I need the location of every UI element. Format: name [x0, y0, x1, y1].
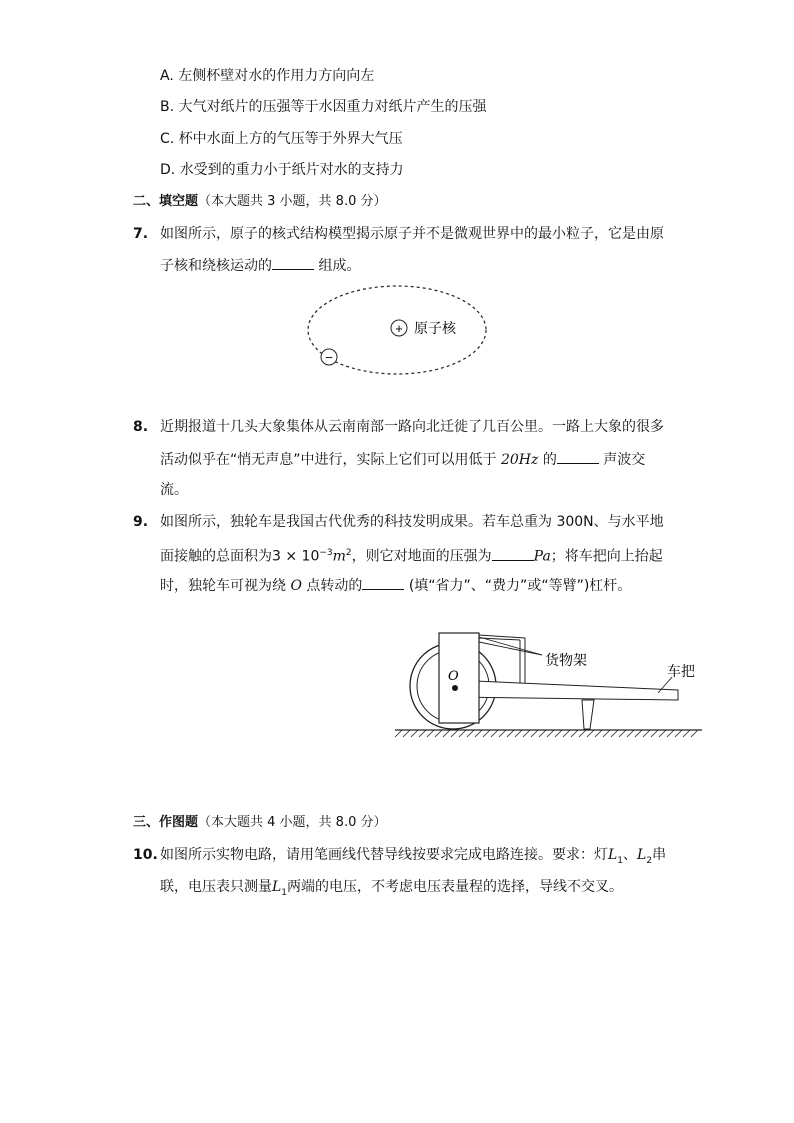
answer-blank[interactable]	[557, 449, 599, 464]
question-8-line-2: 活动似乎在“悄无声息”中进行，实际上它们可以用低于 20Hz 的 声波交	[160, 449, 645, 470]
rack-leader-line-2	[479, 642, 542, 655]
ground-hatching	[395, 730, 698, 737]
axle-point	[452, 685, 458, 691]
question-7-number: 7.	[133, 226, 149, 242]
option-d: D. 水受到的重力小于纸片对水的支持力	[160, 162, 404, 178]
question-10-number: 10.	[133, 847, 158, 863]
support-leg	[582, 700, 594, 729]
question-9-line-1: 如图所示，独轮车是我国古代优秀的科技发明成果。若车总重为 300N、与水平地	[160, 514, 664, 530]
cargo-rack-label: 货物架	[545, 653, 587, 669]
minus-sign: −	[325, 350, 333, 365]
atom-model-figure	[300, 285, 500, 380]
section-heading-fill-blank: 二、填空题（本大题共 3 小题，共 8.0 分）	[133, 194, 387, 209]
option-a: A. 左侧杯壁对水的作用力方向向左	[160, 68, 375, 84]
question-10-line-1: 如图所示实物电路，请用笔画线代替导线按要求完成电路连接。要求：灯$L_1$、$L_2$串	[160, 847, 667, 866]
nucleus-label: 原子核	[414, 321, 456, 337]
answer-blank[interactable]	[492, 546, 534, 561]
frame-box	[439, 633, 479, 723]
question-8-line-3: 流。	[160, 482, 188, 498]
handle-label: 车把	[667, 664, 695, 680]
handle-beam	[452, 680, 678, 700]
section-heading-drawing: 三、作图题（本大题共 4 小题，共 8.0 分）	[133, 815, 387, 830]
question-9-number: 9.	[133, 514, 149, 530]
option-b: B. 大气对纸片的压强等于水因重力对纸片产生的压强	[160, 99, 487, 115]
answer-blank[interactable]	[272, 255, 314, 270]
question-7-line-1: 如图所示，原子的核式结构模型揭示原子并不是微观世界中的最小粒子，它是由原	[160, 226, 664, 242]
wheelbarrow-figure	[390, 625, 710, 745]
answer-blank[interactable]	[362, 575, 404, 590]
question-8-line-1: 近期报道十几头大象集体从云南南部一路向北迁徙了几百公里。一路上大象的很多	[160, 419, 664, 435]
question-9-line-3: 时，独轮车可视为绕 O 点转动的 (填“省力”、“费力”或“等臂”)杠杆。	[160, 575, 631, 596]
option-c: C. 杯中水面上方的气压等于外界大气压	[160, 131, 403, 147]
question-8-number: 8.	[133, 419, 149, 435]
question-9-line-2: 面接触的总面积为$3 \times 10^{-3}m^2$，则它对地面的压强为 Pa；将车把向上抬起	[160, 543, 663, 567]
question-10-line-2: 联，电压表只测量$L_1$两端的电压，不考虑电压表量程的选择，导线不交叉。	[160, 879, 624, 898]
plus-sign: +	[395, 321, 403, 336]
point-o-label: O	[448, 669, 459, 684]
question-7-line-2: 子核和绕核运动的 组成。	[160, 255, 360, 276]
